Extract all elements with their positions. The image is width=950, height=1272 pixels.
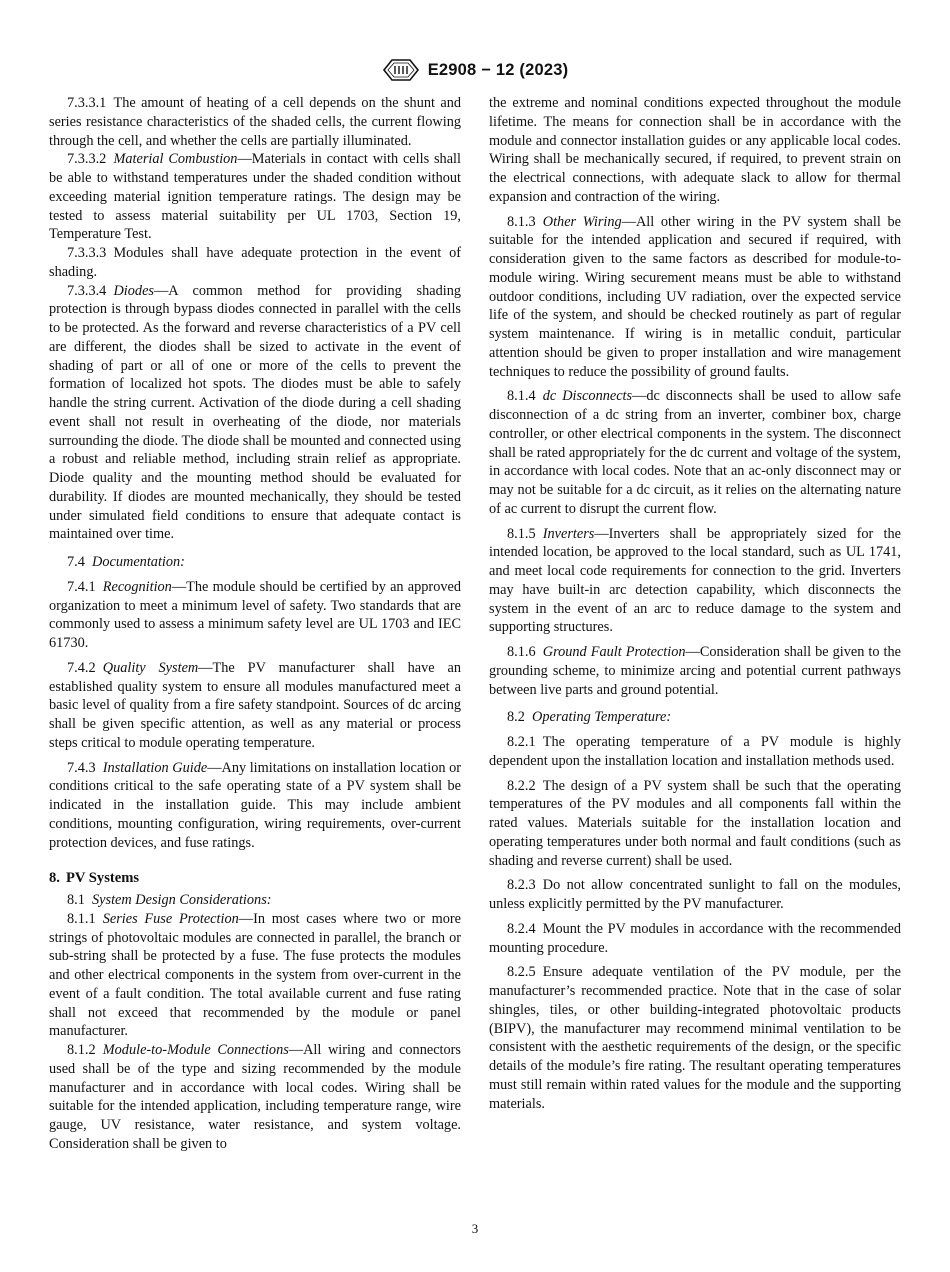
section-heading bbox=[49, 869, 461, 888]
paragraph-8-1-3: 8.1.3 Other Wiring—All other wiring in the PV system shall be suitable for the intended application and secured if required, with consideration given to the same factors as described for module-to-module wiring. Wiring securement means must be able to withstand outdoor conditions, including UV radiation, over the expected service life of the system, and should be checked routinely as part of regular system maintenance. If wiring is in metallic conduit, particular attention should be given to proper installation and wire management techniques to reduce the possibility of ground faults. bbox=[489, 213, 901, 380]
clause-title: System Design Considerations: bbox=[92, 892, 272, 908]
clause-number: 8.2.2 bbox=[507, 777, 543, 794]
clause-number: 8.2.5 bbox=[507, 964, 543, 981]
paragraph-8-2-4 bbox=[489, 920, 901, 958]
paragraph-8-1-1: 8.1.1 Series Fuse Protection—In most cases where two or more strings of photovoltaic modules are connected in parallel, the branch or sub-string shall be protected by a fuse. The fuse protects the modules and other electrical components in the system from over-current in the event of a fault condition. The total available current and fuse rating shall not exceed that recommended by the module or panel manufacturer. bbox=[49, 910, 461, 1040]
clause-text: All other wiring in the PV system shall be suitable for the intended application and secured if required, with consideration given to the same factors as described for module-to-module wiring. Wiring securement means must be able to withstand outdoor conditions, including UV radiation, over the expected service life of the system, and should be checked routinely as part of regular system maintenance. If wiring is in metallic conduit, particular attention should be given to proper installation and wire management techniques to reduce the possibility of ground faults. bbox=[489, 213, 901, 380]
clause-title: Ground Fault Protection bbox=[542, 644, 686, 660]
right-column bbox=[489, 94, 901, 1113]
clause-text: The operating temperature of a PV module is highly dependent upon the installation location and installation methods used. bbox=[489, 734, 901, 769]
clause-number: 8.1.1 bbox=[67, 910, 103, 927]
clause-text: The amount of heating of a cell depends on the shunt and series resistance characteristics of the shaded cells, the current flowing through the cell, and whether the cells are partially illuminated. bbox=[49, 95, 461, 149]
clause-number: 7.4.3 bbox=[67, 759, 103, 776]
clause-number: 8.2.4 bbox=[507, 920, 543, 937]
clause-text: The PV manufacturer shall have an established quality system to ensure all modules manufactured meet a basic level of quality from a fire safety standpoint. Sources of dc arcing shall be given specific attention, as well as any material or process steps critical to module operating temperature. bbox=[49, 659, 461, 751]
page-number: 3 bbox=[471, 1221, 479, 1236]
continued-paragraph: the extreme and nominal conditions expected throughout the module lifetime. The means for connection shall be in accordance with the module and connector installation guides or any applicable local codes. Wiring shall be mechanically secured, if required, to prevent strain on the electrical connections, with adequate slack to allow for thermal expansion and contraction of the wiring. bbox=[489, 95, 901, 205]
paragraph-7-4-3: 7.4.3 Installation Guide—Any limitations on installation location or conditions critical to the safe operating state of a PV system shall be indicated in the installation guide. This may include ambient conditions, mounting configuration, wiring requirements, over-current protection devices, and fuse ratings. bbox=[49, 759, 461, 851]
clause-number: 7.4.2 bbox=[67, 659, 103, 676]
clause-number: 7.3.3.2 bbox=[67, 151, 114, 168]
clause-text: Consideration shall be given to the grounding scheme, to minimize arcing and potential current pathways between live parts and ground potential. bbox=[489, 644, 901, 698]
clause-title: Other Wiring bbox=[542, 213, 622, 230]
clause-title: Inverters bbox=[542, 525, 595, 542]
clause-text: Modules shall have adequate protection in the event of shading. bbox=[49, 245, 461, 280]
clause-title: Diodes bbox=[113, 282, 154, 299]
clause-title: Installation Guide bbox=[102, 759, 208, 776]
clause-text: In most cases where two or more strings of photovoltaic modules are connected in parallel, the branch or sub-string shall be protected by a fuse. The fuse protects the modules and other electrical components in the system from over-current in the event of a fault condition. The total available current and fuse rating shall not exceed that recommended by the module or panel manufacturer. bbox=[49, 910, 461, 1040]
clause-number: 8.1.6 bbox=[507, 644, 543, 660]
paragraph-7-3-3-3 bbox=[49, 244, 461, 282]
section-title: PV Systems bbox=[65, 870, 140, 887]
paragraph-7-4-1: 7.4.1 Recognition—The module should be certified by an approved organization to meet a minimum level of safety. Two standards that are commonly used to assess a minimum safety level are UL 1703 and IEC 61730. bbox=[49, 578, 461, 651]
clause-number: 7.3.3.1 bbox=[67, 95, 114, 111]
clause-number: 7.3.3.3 bbox=[67, 245, 114, 261]
clause-text: Mount the PV modules in accordance with the recommended mounting procedure. bbox=[489, 920, 901, 956]
clause-number: 8.2 bbox=[507, 709, 533, 726]
clause-text: The module should be certified by an approved organization to meet a minimum level of safety. Two standards that are commonly used to assess a minimum safety level are UL 1703 and IEC 61730. bbox=[49, 578, 461, 651]
paragraph-8-1-5: 8.1.5 Inverters—Inverters shall be appropriately sized for the intended location, be approved to the local standard, such as UL 1741, and meet local code requirements for connection to the grid. Inverters may have built-in arc detection capability, which disconnects the system in the event of an arc to reduce damage to the system and supporting structures. bbox=[489, 525, 901, 636]
clause-title: Material Combustion bbox=[113, 151, 238, 168]
clause-text: Any limitations on installation location or conditions critical to the safe operating state of a PV system shall be indicated in the installation guide. This may include ambient conditions, mounting configuration, wiring requirements, over-current protection devices, and fuse ratings. bbox=[49, 759, 461, 851]
paragraph-8-1 bbox=[49, 891, 461, 910]
clause-title: dc Disconnects bbox=[542, 388, 633, 405]
clause-title: Module-to-Module Connections bbox=[102, 1042, 289, 1058]
section-number: 8. bbox=[49, 870, 60, 887]
paragraph-8-2-3 bbox=[489, 876, 901, 914]
clause-text: dc disconnects shall be used to allow safe disconnection of a dc string from an inverter, combiner box, charge controller, or other electrical components in the system. The disconnect shall be rated appropriately for the dc current and voltage of the system, in accordance with local codes. Note that an ac-only disconnect may or may not be suitable for a dc circuit, as it relies on the alternating nature of ac current to disrupt the current flow. bbox=[489, 388, 901, 517]
clause-text: The design of a PV system shall be such that the operating temperatures of the PV modules and all components fall within the rated values. Materials suitable for the installation location and operating temperatures under both normal and fault conditions (such as shading and reverse current) shall be used. bbox=[489, 777, 901, 869]
clause-title: Recognition bbox=[102, 578, 172, 595]
clause-text: Ensure adequate ventilation of the PV module, per the manufacturer’s recommended practice. Note that in the case of solar shingles, tiles, or other building-integrated photovoltaic products (BIPV), the manufacturer may recommend minimal ventilation to be consistent with the aesthetic requirements of the design, or the specific details of the module’s fire rating. The resultant operating temperatures must still remain within rated values for the module and the supporting materials. bbox=[489, 964, 901, 1112]
clause-number: 7.4 bbox=[67, 554, 93, 570]
clause-title: Documentation: bbox=[92, 554, 185, 570]
paragraph-8-2 bbox=[489, 708, 901, 727]
clause-text: All wiring and connectors used shall be of the type and sizing recommended by the module manufacturer and in accordance with local codes. Wiring shall be suitable for the intended application, including temperature range, wire gauge, UV resistance, water resistance, and system voltage. Consideration shall be given to bbox=[49, 1042, 461, 1152]
paragraph-8-2-2 bbox=[489, 777, 901, 871]
clause-title: Series Fuse Protection bbox=[102, 910, 239, 927]
clause-number: 7.4.1 bbox=[67, 578, 103, 595]
paragraph-7-4-2: 7.4.2 Quality System—The PV manufacturer shall have an established quality system to ensure all modules manufactured meet a basic level of quality from a fire safety standpoint. Sources of dc arcing shall be given specific attention, as well as any material or process steps critical to module operating temperature. bbox=[49, 659, 461, 751]
paragraph-7-3-3-1 bbox=[49, 94, 461, 150]
paragraph-7-3-3-4: 7.3.3.4 Diodes—A common method for providing shading protection is through bypass diodes connected in parallel with the cells to be protected. As the forward and reverse characteristics of a PV cell are different, the diodes shall be sized to activate in the event of shading of part or all of one or more of the cells to prevent the formation of localized hot spots. The diodes must be able to safely handle the string current. Activation of the diode during a cell shading event shall not result in overheating of the diode, nor materials surrounding the diode. The diode shall be mounted and connected using a robust and reliable method, including strain relief as appropriate. Diode quality and the mounting method should be evaluated for durability. If diodes are mounted mechanically, they should be tested under simulated field conditions to ensure that adequate contact is maintained over time. bbox=[49, 282, 461, 543]
paragraph-8-2-5 bbox=[489, 963, 901, 1113]
clause-text: A common method for providing shading protection is through bypass diodes connected in parallel with the cells to be protected. As the forward and reverse characteristics of a PV cell are different, the diodes shall be sized to activate in the event of shading of part or all of one or more of the cells to prevent the formation of localized hot spots. The diodes must be able to safely handle the string current. Activation of the diode during a cell shading event shall not result in overheating of the diode, nor materials surrounding the diode. The diode shall be mounted and connected using a robust and reliable method, including strain relief as appropriate. Diode quality and the mounting method should be evaluated for durability. If diodes are mounted mechanically, they should be tested under simulated field conditions to ensure that adequate contact is maintained over time. bbox=[49, 282, 461, 543]
clause-number: 8.2.1 bbox=[507, 734, 543, 750]
clause-number: 8.1.5 bbox=[507, 525, 543, 542]
clause-text: Inverters shall be appropriately sized for the intended location, be approved to the local standard, such as UL 1741, and meet local code requirements for connection to the grid. Inverters may have built-in arc detection capability, which disconnects the system in the event of an arc to reduce damage to the system and supporting structures. bbox=[489, 525, 901, 636]
paragraph-8-1-6: 8.1.6 Ground Fault Protection—Consideration shall be given to the grounding scheme, to minimize arcing and potential current pathways between live parts and ground potential. bbox=[489, 644, 901, 698]
paragraph-7-3-3-2: 7.3.3.2 Material Combustion—Materials in contact with cells shall be able to withstand temperatures under the shaded condition without exceeding material ignition temperature ratings. The design may be tested to assess material suitability per UL 1703, Section 19, Temperature Test. bbox=[49, 151, 461, 243]
clause-text: Materials in contact with cells shall be able to withstand temperatures under the shaded condition without exceeding material ignition temperature ratings. The design may be tested to assess material suitability per UL 1703, Section 19, Temperature Test. bbox=[49, 151, 461, 243]
paragraph-8-1-2: 8.1.2 Module-to-Module Connections—All wiring and connectors used shall be of the type and sizing recommended by the module manufacturer and in accordance with local codes. Wiring shall be suitable for the intended application, including temperature range, wire gauge, UV resistance, water resistance, and system voltage. Consideration shall be given to bbox=[49, 1042, 461, 1152]
clause-title: Quality System bbox=[102, 659, 199, 676]
clause-text: Do not allow concentrated sunlight to fall on the modules, unless explicitly permitted by the PV manufacturer. bbox=[489, 877, 901, 912]
clause-number: 8.1.4 bbox=[507, 388, 543, 405]
clause-number: 8.1 bbox=[67, 892, 93, 908]
clause-number: 8.2.3 bbox=[507, 877, 543, 894]
clause-title: Operating Temperature: bbox=[532, 709, 672, 726]
clause-number: 8.1.2 bbox=[67, 1042, 103, 1058]
left-column bbox=[49, 94, 461, 1154]
page-header bbox=[0, 57, 950, 83]
clause-number: 7.3.3.4 bbox=[67, 282, 114, 299]
paragraph-8-2-1 bbox=[489, 733, 901, 771]
clause-number: 8.1.3 bbox=[507, 213, 543, 230]
standard-designation: E2908 − 12 (2023) bbox=[427, 60, 569, 79]
paragraph-8-1-4: 8.1.4 dc Disconnects—dc disconnects shall be used to allow safe disconnection of a dc string from an inverter, combiner box, charge controller, or other electrical components in the system. The disconnect shall be rated appropriately for the dc current and voltage of the system, in accordance with local codes. Note that an ac-only disconnect may or may not be suitable for a dc circuit, as it relies on the alternating nature of ac current to disrupt the current flow. bbox=[489, 388, 901, 517]
paragraph-7-4 bbox=[49, 553, 461, 572]
astm-logo bbox=[382, 57, 420, 83]
